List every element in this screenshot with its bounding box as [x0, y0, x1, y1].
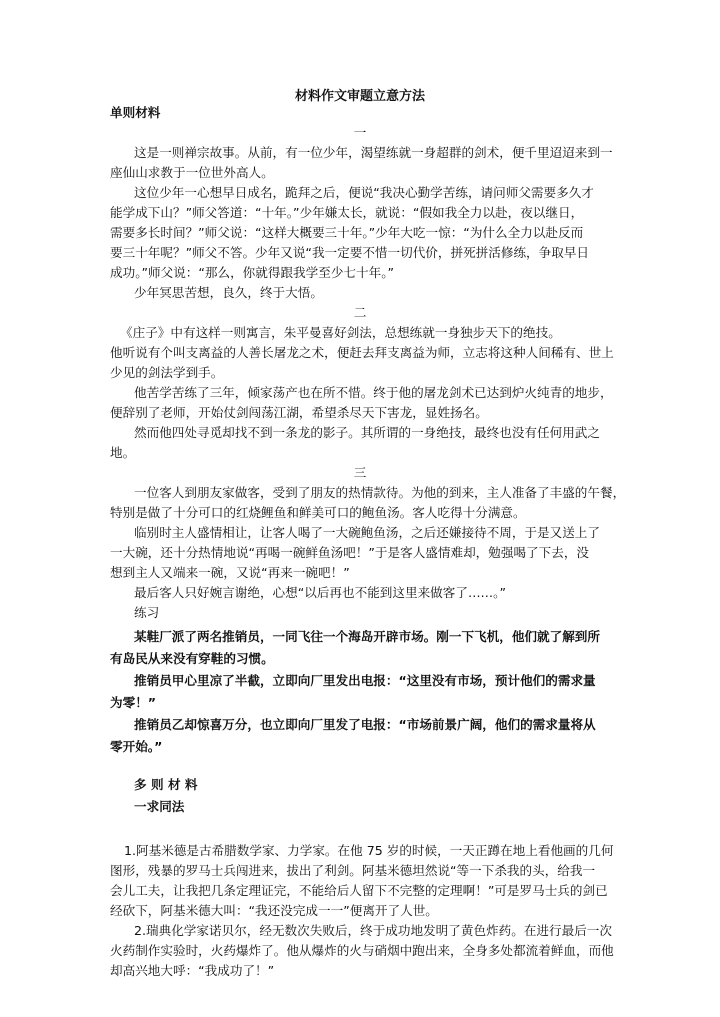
paragraph-line: 某鞋厂派了两名推销员，一同飞往一个海岛开辟市场。刚一下飞机，他们就了解到所	[134, 629, 600, 644]
paragraph-line: 能学成下山？”师父答道：“十年。”少年嫌太长，就说：“假如我全力以赴，夜以继日，	[110, 205, 584, 220]
paragraph-line: 他听说有个叫支离益的人善长屠龙之术，便赶去拜支离益为师，立志将这种人间稀有、世上	[110, 345, 614, 360]
paragraph-line: 特别是做了十分可口的红烧鲤鱼和鲜美可口的鲍鱼汤。客人吃得十分满意。	[110, 505, 526, 520]
paragraph-line: 零开始。”	[110, 739, 163, 754]
paragraph-line: 图形，残暴的罗马士兵闯进来，拔出了利剑。阿基米德坦然说“等一下杀我的头，给我一	[110, 863, 596, 878]
paragraph-line: 有岛民从来没有穿鞋的习惯。	[110, 651, 274, 666]
exercise-label: 练习	[134, 605, 160, 620]
section-heading-single: 单则材料	[110, 105, 161, 120]
paragraph-line: 一位客人到朋友家做客，受到了朋友的热情款待。为他的到来，主人准备了丰盛的午餐，	[134, 485, 626, 500]
paragraph-line: 火药制作实验时，火药爆炸了。他从爆炸的火与硝烟中跑出来，全身多处都流着鲜血，而他	[110, 943, 614, 958]
paragraph-line: 为零！”	[110, 695, 157, 710]
paragraph-line: 临别时主人盛情相让，让客人喝了一大碗鲍鱼汤，之后还嫌接待不周，于是又送上了	[134, 525, 600, 540]
paragraph-line: 他苦学苦练了三年，倾家荡产也在所不惜。终于他的屠龙剑术已达到炉火纯青的地步，	[134, 385, 613, 400]
paragraph-line: 一大碗，还十分热情地说“再喝一碗鲜鱼汤吧！”于是客人盛情难却，勉强喝了下去，没	[110, 545, 590, 560]
paragraph-line: 想到主人又端来一碗，又说“再来一碗吧！”	[110, 565, 350, 580]
paragraph-line: 便辞别了老师，开始仗剑闯荡江湖，希望杀尽天下害龙，显姓扬名。	[110, 405, 488, 420]
paragraph-line: 地。	[110, 445, 136, 460]
paragraph-line: 经砍下，阿基米德大叫：“我还没完成一一”便离开了人世。	[110, 903, 438, 918]
paragraph-line: 最后客人只好婉言谢绝，心想“以后再也不能到这里来做客了……。”	[134, 585, 506, 600]
paragraph-line: 需要多长时间？”师父说：“这样大概要三十年。”少年大吃一惊：“为什么全力以赴反而	[110, 225, 584, 240]
paragraph-line: 成功。”师父说：“那么，你就得跟我学至少七十年。”	[110, 265, 395, 280]
paragraph-line: 要三十年呢？”师父不答。少年又说“我一定要不惜一切代价，拼死拼活修练，争取早日	[110, 245, 590, 260]
paragraph-line: 推销员甲心里凉了半截，立即向厂里发出电报：“这里没有市场，预计他们的需求量	[134, 673, 596, 688]
paragraph-line: 座仙山求教于一位世外高人。	[110, 165, 274, 180]
section-heading-multi: 多 则 材 料	[134, 777, 198, 792]
paragraph-line: 却高兴地大呼：“我成功了！”	[110, 963, 275, 978]
paragraph-line: 这是一则禅宗故事。从前，有一位少年，渴望练就一身超群的剑术，便千里迢迢来到一	[134, 145, 613, 160]
part-number: 二	[353, 305, 367, 320]
paragraph-line: 少见的剑法学到手。	[110, 365, 224, 380]
paragraph-line: 然而他四处寻觅却找不到一条龙的影子。其所谓的一身绝技，最终也没有任何用武之	[134, 425, 600, 440]
paragraph-line: 《庄子》中有这样一则寓言，朱平曼喜好剑法，总想练就一身独步天下的绝技。	[120, 325, 561, 340]
paragraph-line: 2.瑞典化学家诺贝尔，经无数次失败后，终于成功地发明了黄色炸药。在进行最后一次	[134, 923, 612, 938]
document-title: 材料作文审题立意方法	[294, 89, 425, 104]
paragraph-line: 这位少年一心想早日成名，跪拜之后，便说“我决心勤学苦练，请问师父需要多久才	[134, 185, 594, 200]
paragraph-line: 1.阿基米德是古希腊数学家、力学家。在他 75 岁的时候，一天正蹲在地上看他画的几何	[124, 843, 614, 858]
method-heading: 一求同法	[134, 799, 185, 814]
paragraph-line: 少年冥思苦想，良久，终于大悟。	[134, 285, 323, 300]
part-number: 一	[353, 125, 367, 140]
part-number: 三	[353, 465, 367, 480]
paragraph-line: 推销员乙却惊喜万分，也立即向厂里发了电报：“市场前景广阔，他们的需求量将从	[134, 717, 596, 732]
paragraph-line: 会儿工夫，让我把几条定理证完，不能给后人留下不完整的定理啊！”可是罗马士兵的剑已	[110, 883, 608, 898]
